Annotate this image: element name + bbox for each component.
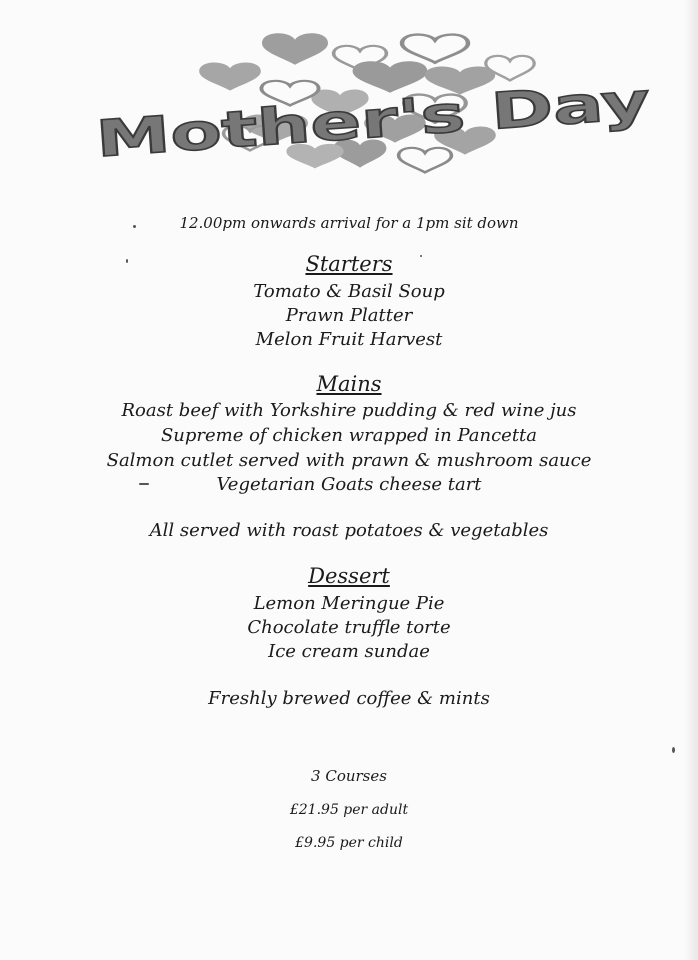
arrival-note: 12.00pm onwards arrival for a 1pm sit down — [179, 214, 519, 232]
hearts-title-artwork — [90, 25, 660, 185]
main-item: Salmon cutlet served with prawn & mushroom sauce — [106, 450, 592, 471]
menu-title: Mother's Day — [94, 84, 469, 169]
starter-item: Melon Fruit Harvest — [255, 329, 443, 350]
coffee-note: Freshly brewed coffee & mints — [208, 688, 490, 709]
dessert-heading: Dessert — [308, 564, 390, 588]
child-price: £9.95 per child — [295, 835, 403, 851]
courses-label: 3 Courses — [311, 767, 387, 785]
dessert-item: Ice cream sundae — [268, 641, 430, 662]
dessert-item: Lemon Meringue Pie — [253, 593, 445, 614]
scan-speck — [672, 747, 675, 753]
mains-heading: Mains — [316, 372, 382, 396]
mains-side-note: All served with roast potatoes & vegetables — [149, 520, 549, 541]
main-item: Supreme of chicken wrapped in Pancetta — [160, 425, 538, 446]
main-item: Vegetarian Goats cheese tart — [216, 474, 482, 495]
dessert-item: Chocolate truffle torte — [247, 617, 451, 638]
main-item: Roast beef with Yorkshire pudding & red wine jus — [121, 400, 577, 421]
adult-price: £21.95 per adult — [289, 802, 409, 818]
starter-item: Prawn Platter — [285, 305, 413, 326]
starters-heading: Starters — [305, 252, 393, 276]
starter-item: Tomato & Basil Soup — [253, 281, 445, 302]
